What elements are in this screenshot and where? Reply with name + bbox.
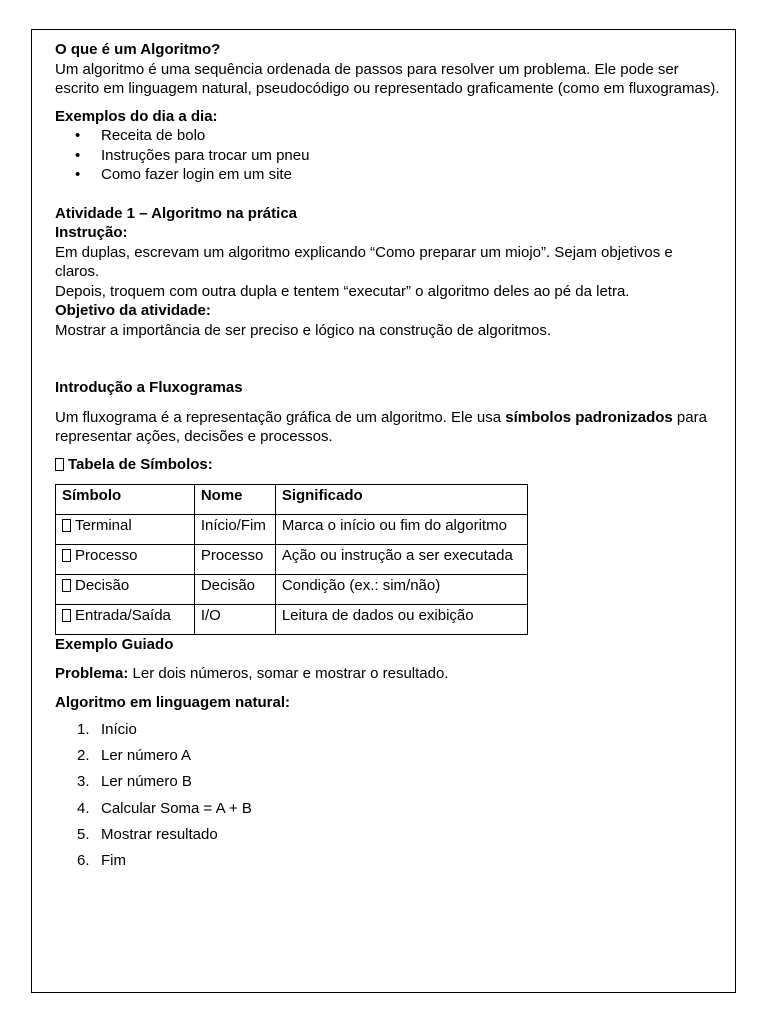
- list-item: [55, 825, 720, 851]
- table-title-text: Tabela de Símbolos:: [68, 455, 213, 473]
- step-number: 1.: [77, 720, 90, 738]
- box-icon: [62, 549, 71, 562]
- box-icon: [55, 458, 64, 471]
- table-row: [56, 515, 528, 545]
- examples-title: Exemplos do dia a dia:: [55, 107, 218, 125]
- step-text: Fim: [101, 852, 126, 870]
- list-item: [55, 772, 720, 798]
- box-icon: [62, 579, 71, 592]
- cell-name: I/O: [194, 605, 275, 635]
- cell-symbol: [56, 515, 195, 545]
- step-text: Ler número B: [101, 773, 192, 791]
- cell-meaning: Condição (ex.: sim/não): [275, 575, 527, 605]
- objective-label: Objetivo da atividade:: [55, 302, 211, 319]
- step-text: Início: [101, 720, 137, 738]
- step-number: 3.: [77, 773, 90, 791]
- cell-name: Decisão: [194, 575, 275, 605]
- step-number: 5.: [77, 826, 90, 844]
- cell-symbol-text: Decisão: [75, 577, 130, 594]
- list-item: [55, 799, 720, 825]
- instruction-text-2: Depois, troquem com outra dupla e tentem “executar” o algoritmo deles ao pé da letra.: [55, 282, 630, 300]
- algorithm-steps: [55, 720, 720, 878]
- cell-symbol: [56, 605, 195, 635]
- document-content: [55, 40, 720, 878]
- table-row: [56, 545, 528, 575]
- guided-example-title: Exemplo Guiado: [55, 636, 174, 653]
- box-icon: [62, 609, 71, 622]
- cell-name: Processo: [194, 545, 275, 575]
- cell-name: Início/Fim: [194, 515, 275, 545]
- cell-meaning: Ação ou instrução a ser executada: [275, 545, 527, 575]
- step-number: 2.: [77, 746, 90, 764]
- cell-symbol-text: Processo: [75, 547, 138, 564]
- step-number: 4.: [77, 799, 90, 817]
- activity-title: Atividade 1 – Algoritmo na prática: [55, 204, 297, 222]
- section-title-algorithm: O que é um Algoritmo?: [55, 41, 221, 58]
- list-item: [55, 720, 720, 746]
- list-item: [55, 851, 720, 877]
- flowchart-intro-bold: símbolos padronizados: [505, 408, 673, 426]
- list-item: • Como fazer login em um site: [55, 165, 720, 185]
- natural-language-title: Algoritmo em linguagem natural:: [55, 694, 291, 711]
- cell-symbol-text: Entrada/Saída: [75, 607, 171, 624]
- cell-meaning: Leitura de dados ou exibição: [275, 605, 527, 635]
- symbols-table: [55, 484, 528, 635]
- list-item: • Instruções para trocar um pneu: [55, 146, 720, 166]
- cell-symbol-text: Terminal: [75, 517, 132, 534]
- problem-statement: [55, 664, 720, 684]
- table-title: [55, 455, 720, 475]
- step-text: Ler número A: [101, 746, 192, 764]
- flowchart-intro-a: Um fluxograma é a representação gráfica de um algoritmo. Ele usa: [55, 408, 506, 426]
- instruction-label: Instrução:: [55, 224, 128, 241]
- header-symbol: Símbolo: [56, 485, 195, 515]
- algorithm-definition: Um algoritmo é uma sequência ordenada de passos para resolver um problema. Ele pode ser escrito em linguagem natural, pseudocódigo ou representado graficamente (como em fluxogramas).: [55, 60, 720, 97]
- header-name: Nome: [194, 485, 275, 515]
- cell-symbol: [56, 545, 195, 575]
- problem-label: Problema:: [55, 664, 129, 682]
- table-row: [56, 605, 528, 635]
- flowchart-intro: [55, 408, 720, 447]
- list-item: • Receita de bolo: [55, 126, 720, 146]
- list-item: [55, 746, 720, 772]
- box-icon: [62, 519, 71, 532]
- cell-symbol: [56, 575, 195, 605]
- step-number: 6.: [77, 852, 90, 870]
- flowchart-title: Introdução a Fluxogramas: [55, 379, 243, 396]
- instruction-text-1: Em duplas, escrevam um algoritmo explicando “Como preparar um miojo”. Sejam objetivos e claros.: [55, 243, 673, 280]
- flowchart-intro-b: para representar ações, decisões e processos.: [55, 408, 707, 445]
- step-text: Calcular Soma = A + B: [101, 799, 252, 817]
- objective-text: Mostrar a importância de ser preciso e lógico na construção de algoritmos.: [55, 321, 552, 339]
- step-text: Mostrar resultado: [101, 826, 218, 844]
- cell-meaning: Marca o início ou fim do algoritmo: [275, 515, 527, 545]
- header-meaning: Significado: [275, 485, 527, 515]
- problem-text: Ler dois números, somar e mostrar o resultado.: [128, 664, 449, 682]
- table-header-row: [56, 485, 528, 515]
- examples-list: [55, 126, 720, 185]
- table-row: [56, 575, 528, 605]
